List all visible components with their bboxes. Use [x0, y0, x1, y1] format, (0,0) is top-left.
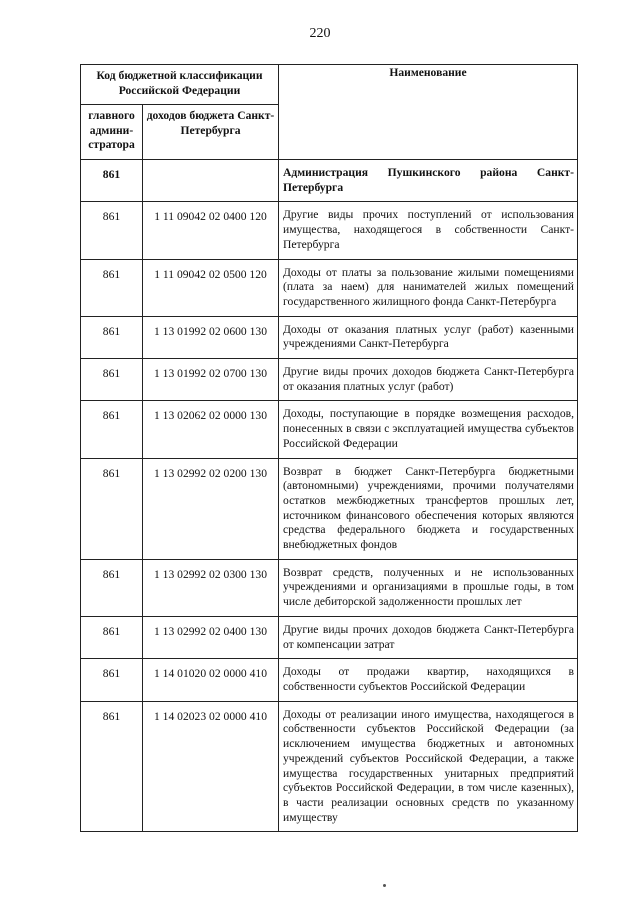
- income-code-cell: [143, 160, 279, 202]
- admin-code-cell: 861: [81, 202, 143, 259]
- name-cell: Другие виды прочих поступлений от использования имущества, находящегося в собственности Санкт-Петербурга: [279, 202, 578, 259]
- income-code-cell: 1 13 02062 02 0000 130: [143, 401, 279, 458]
- table-row: [81, 259, 578, 316]
- income-code-cell: 1 13 02992 02 0400 130: [143, 616, 279, 658]
- income-code-cell: 1 11 09042 02 0500 120: [143, 259, 279, 316]
- admin-code-cell: 861: [81, 401, 143, 458]
- scan-speck: [383, 884, 386, 887]
- budget-classification-table: [80, 64, 578, 832]
- table-header: [81, 65, 578, 160]
- name-cell: Доходы от платы за пользование жилыми помещениями (плата за наем) для нанимателей жилых помещений государственного жилищного фонда Санкт-Петербурга: [279, 259, 578, 316]
- admin-code-cell: 861: [81, 659, 143, 701]
- admin-code-cell: 861: [81, 316, 143, 358]
- header-classification-code: Код бюджетной классификации Российской Федерации: [81, 65, 279, 105]
- table-row: [81, 316, 578, 358]
- header-admin: главного админи-стратора: [81, 105, 143, 160]
- income-code-cell: 1 13 02992 02 0300 130: [143, 559, 279, 616]
- table-body: [81, 160, 578, 832]
- admin-code-cell: 861: [81, 259, 143, 316]
- name-cell: Другие виды прочих доходов бюджета Санкт-Петербурга от оказания платных услуг (работ): [279, 359, 578, 401]
- name-cell: Доходы от оказания платных услуг (работ) казенными учреждениями Санкт-Петербурга: [279, 316, 578, 358]
- name-cell: Администрация Пушкинского района Санкт-Петербурга: [279, 160, 578, 202]
- name-cell: Доходы от продажи квартир, находящихся в собственности субъектов Российской Федерации: [279, 659, 578, 701]
- table-row: [81, 701, 578, 832]
- income-code-cell: 1 14 02023 02 0000 410: [143, 701, 279, 832]
- table-row: [81, 458, 578, 559]
- income-code-cell: 1 13 01992 02 0600 130: [143, 316, 279, 358]
- admin-code-cell: 861: [81, 458, 143, 559]
- income-code-cell: 1 11 09042 02 0400 120: [143, 202, 279, 259]
- name-cell: Другие виды прочих доходов бюджета Санкт-Петербурга от компенсации затрат: [279, 616, 578, 658]
- header-name: Наименование: [279, 65, 578, 160]
- income-code-cell: 1 13 02992 02 0200 130: [143, 458, 279, 559]
- page-number: 220: [309, 26, 331, 41]
- name-cell: Доходы, поступающие в порядке возмещения расходов, понесенных в связи с эксплуатацией имущества субъектов Российской Федерации: [279, 401, 578, 458]
- table-row: [81, 401, 578, 458]
- admin-code-cell: 861: [81, 359, 143, 401]
- table-row: [81, 659, 578, 701]
- table-row: [81, 616, 578, 658]
- admin-code-cell: 861: [81, 559, 143, 616]
- header-income-code: доходов бюджета Санкт-Петербурга: [143, 105, 279, 160]
- table-row: [81, 160, 578, 202]
- table-row: [81, 359, 578, 401]
- admin-code-cell: 861: [81, 160, 143, 202]
- name-cell: Доходы от реализации иного имущества, находящегося в собственности субъектов Российской Федерации (за исключением имущества бюджетных и автономных учреждений субъектов Российской Федерации, а также имущества государственных унитарных предприятий субъектов Российской Федерации, в том числе казенных), в части реализации основных средств по указанному имуществу: [279, 701, 578, 832]
- income-code-cell: 1 14 01020 02 0000 410: [143, 659, 279, 701]
- admin-code-cell: 861: [81, 701, 143, 832]
- name-cell: Возврат средств, полученных и не использованных учреждениями и организациями в прошлые годы, в том числе дебиторской задолженности прошлых лет: [279, 559, 578, 616]
- admin-code-cell: 861: [81, 616, 143, 658]
- income-code-cell: 1 13 01992 02 0700 130: [143, 359, 279, 401]
- name-cell: Возврат в бюджет Санкт-Петербурга бюджетными (автономными) учреждениями, прочими получателями остатков межбюджетных трансфертов прошлых лет, источником финансового обеспечения которых являются средства федерального бюджета и государственных внебюджетных фондов: [279, 458, 578, 559]
- table-row: [81, 202, 578, 259]
- table-row: [81, 559, 578, 616]
